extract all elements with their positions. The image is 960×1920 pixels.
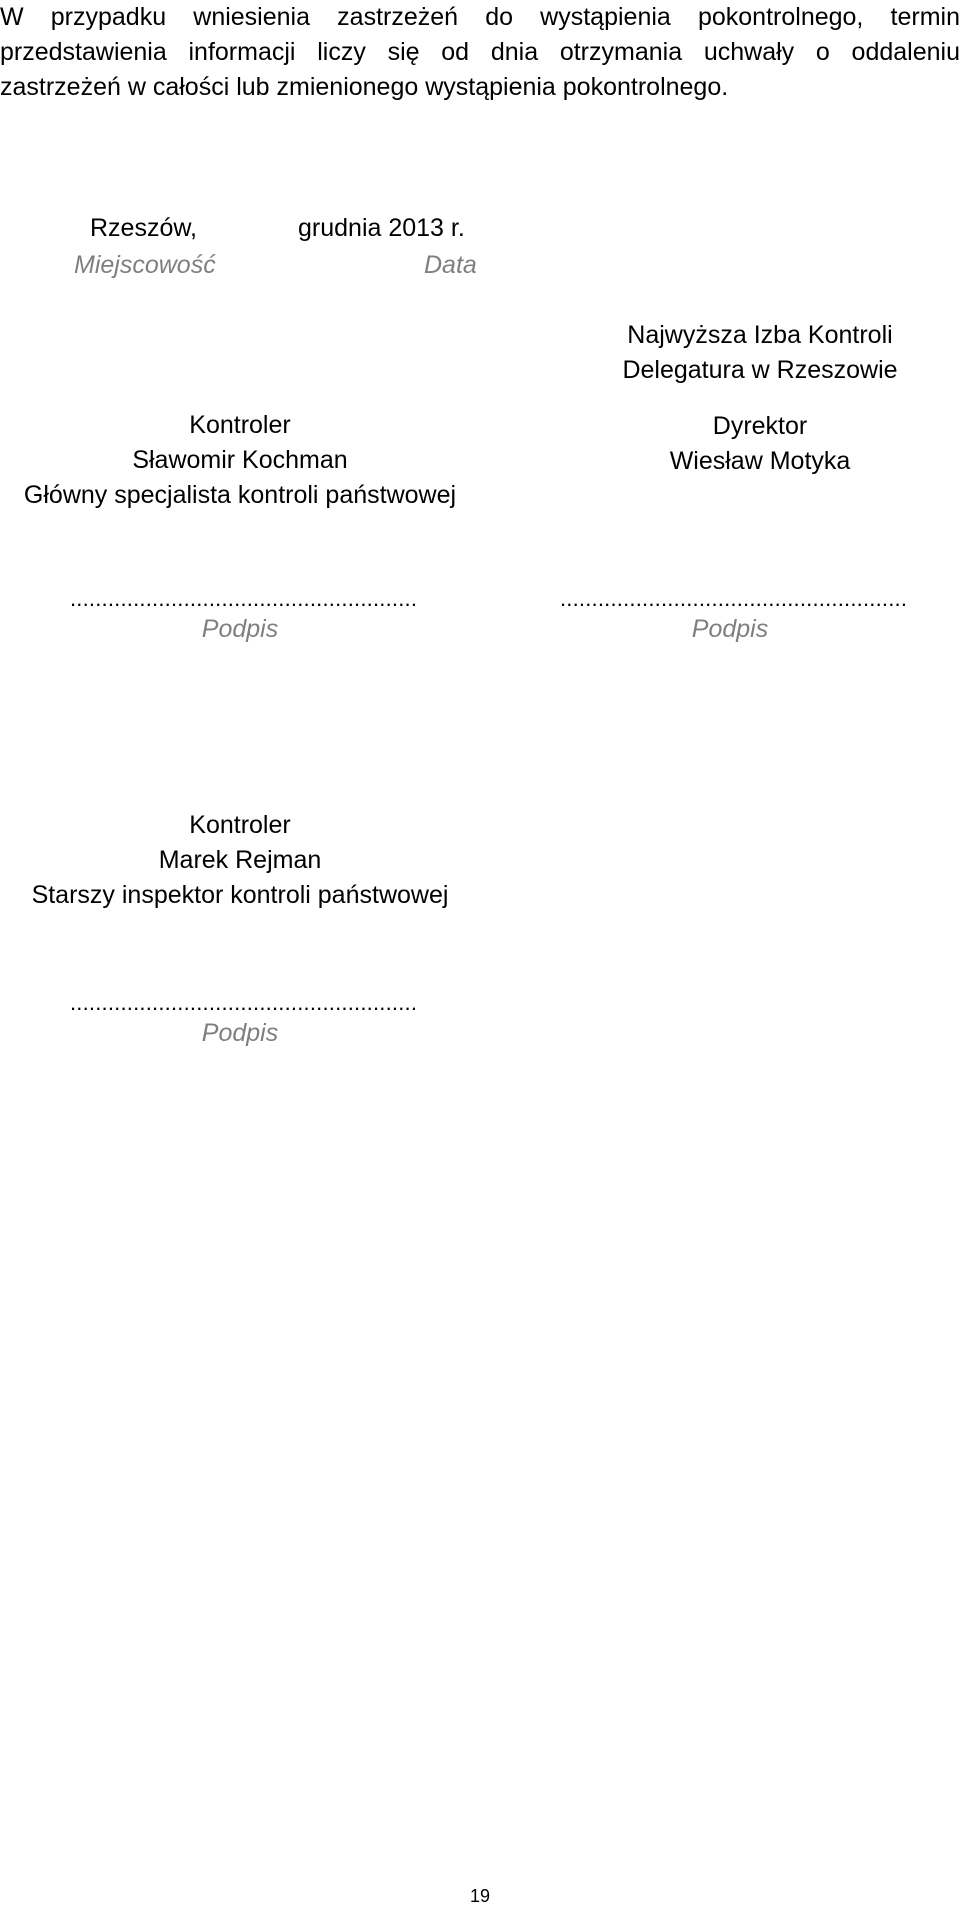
right-signature-area [560, 586, 908, 647]
second-signatory-title: Starszy inspektor kontroli państwowej [31, 881, 449, 909]
intro-line-1: W przypadku wniesienia zastrzeżeń do wystąpienia pokontrolnego, termin [0, 3, 960, 31]
intro-line-2: przedstawienia informacji liczy się od dnia otrzymania uchwały o oddaleniu [0, 38, 960, 66]
second-signatory-role: Kontroler [189, 811, 291, 839]
left-signature-line: ....................................................... [70, 586, 418, 611]
second-signatory-block [0, 808, 480, 913]
right-signature-line: ....................................................... [560, 586, 908, 611]
place-hint: Miejscowość [74, 251, 216, 279]
second-signature-area [70, 990, 418, 1051]
intro-line-3: zastrzeżeń w całości lub zmienionego wystąpienia pokontrolnego. [0, 73, 729, 101]
institution-name: Najwyższa Izba Kontroli [627, 321, 893, 349]
page-number: 19 [469, 1886, 491, 1906]
left-signature-area [70, 586, 418, 647]
right-signatory-role: Dyrektor [712, 412, 808, 440]
left-signatory-title: Główny specjalista kontroli państwowej [23, 481, 457, 509]
right-signatory-block [560, 318, 960, 479]
left-signatory-block [0, 408, 480, 513]
second-signatory-name: Marek Rejman [158, 846, 322, 874]
right-signatory-name: Wiesław Motyka [669, 447, 851, 475]
date-text: grudnia 2013 r. [298, 214, 465, 242]
second-signature-line: ....................................................... [70, 990, 418, 1015]
place-text: Rzeszów, [90, 214, 197, 242]
right-signature-hint: Podpis [691, 615, 769, 643]
institution-unit: Delegatura w Rzeszowie [622, 356, 898, 384]
intro-paragraph [0, 0, 960, 105]
left-signatory-name: Sławomir Kochman [132, 446, 348, 474]
date-hint: Data [424, 251, 477, 279]
second-signature-hint: Podpis [201, 1019, 279, 1047]
left-signatory-role: Kontroler [189, 411, 291, 439]
left-signature-hint: Podpis [201, 615, 279, 643]
